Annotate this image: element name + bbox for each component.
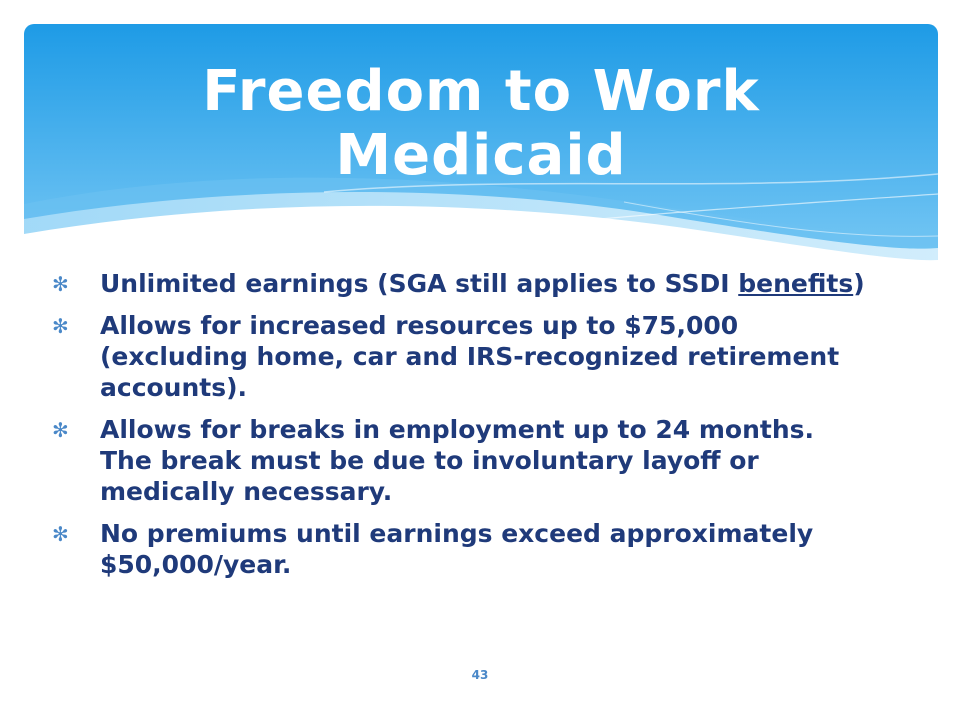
bullet-list — [52, 268, 872, 591]
asterisk-icon: ✻ — [52, 522, 69, 546]
title-line-1: Freedom to Work — [202, 59, 760, 124]
bullet-item: ✻ Allows for increased resources up to $75,000 (excluding home, car and IRS-recognized retirement accounts). — [52, 311, 840, 402]
bullet-item: ✻ Allows for breaks in employment up to 24 months. The break must be due to involuntary layoff or medically necessary. — [52, 415, 815, 506]
title-line-2: Medicaid — [335, 123, 627, 188]
asterisk-icon: ✻ — [52, 272, 69, 296]
slide-title — [24, 60, 938, 188]
page-number: 43 — [471, 668, 489, 682]
asterisk-icon: ✻ — [52, 314, 69, 338]
asterisk-icon: ✻ — [52, 418, 69, 442]
bullet-item: ✻ No premiums until earnings exceed approximately $50,000/year. — [52, 519, 814, 579]
title-banner — [24, 24, 938, 274]
underlined-word: benefits — [738, 269, 854, 298]
bullet-item: ✻ Unlimited earnings (SGA still applies to SSDI benefits) — [52, 269, 865, 298]
